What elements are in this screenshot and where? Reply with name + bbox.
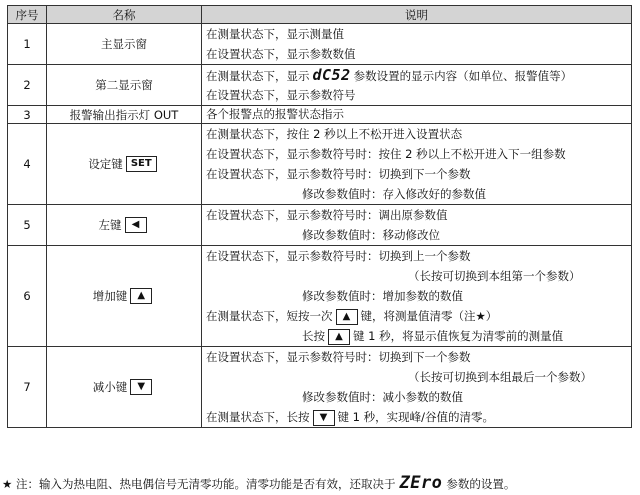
item-description [202, 106, 632, 124]
item-name [47, 205, 202, 246]
up-key-icon: ▲ [328, 329, 350, 345]
desc-text: 在测量状态下，显示 [206, 69, 310, 83]
item-description [202, 205, 632, 246]
item-description [202, 347, 632, 428]
key-description-table [7, 5, 632, 428]
desc-line: 修改参数值时：存入修改好的参数值 [302, 187, 486, 201]
row-number: 6 [8, 246, 47, 347]
item-description [202, 124, 632, 205]
table-row [8, 106, 632, 124]
desc-text: 在测量状态下，短按一次 [206, 309, 333, 323]
desc-line: 在设置状态下，显示参数符号时：按住 2 秒以上不松开进入下一组参数 [206, 147, 566, 161]
footnote [2, 473, 515, 493]
table-header-row [8, 6, 632, 24]
down-key-icon: ▼ [313, 410, 335, 426]
item-name: 报警输出指示灯 OUT [47, 106, 202, 124]
desc-text: 参数设置的显示内容（如单位、报警值等） [353, 69, 573, 83]
down-key-icon: ▼ [130, 379, 152, 395]
row-number: 2 [8, 65, 47, 106]
desc-line [206, 326, 631, 346]
item-name: 第二显示窗 [47, 65, 202, 106]
desc-text: 长按 [302, 329, 325, 343]
desc-text: 键 1 秒，实现峰/谷值的清零。 [337, 410, 495, 424]
desc-line [206, 306, 631, 326]
footnote-text: ★ 注：输入为热电阻、热电偶信号无清零功能。清零功能是否有效，还取决于 [2, 477, 396, 491]
desc-text: 键 1 秒，将显示值恢复为清零前的测量值 [353, 329, 564, 343]
row-number: 1 [8, 24, 47, 65]
desc-line: 在设置状态下，显示参数符号 [206, 88, 356, 102]
table-row [8, 347, 632, 428]
desc-line: 在测量状态下，显示测量值 [206, 27, 344, 41]
desc-text: 在测量状态下，长按 [206, 410, 310, 424]
desc-text: 键，将测量值清零（注★） [360, 309, 498, 323]
desc-line: 在设置状态下，显示参数符号时：调出原参数值 [206, 208, 448, 222]
left-key-icon: ◀ [125, 217, 147, 233]
desc-line: 在设置状态下，显示参数符号时：切换到上一个参数 [206, 249, 471, 263]
header-name: 名称 [47, 6, 202, 24]
desc-line: 在设置状态下，显示参数符号时：切换到下一个参数 [206, 350, 471, 364]
item-name [47, 124, 202, 205]
table-row [8, 24, 632, 65]
desc-line [206, 65, 631, 85]
desc-line [206, 407, 631, 427]
desc-line: 修改参数值时：减小参数的数值 [302, 390, 463, 404]
desc-line: 在设置状态下，显示参数符号时：切换到下一个参数 [206, 167, 471, 181]
desc-line: 修改参数值时：移动修改位 [302, 228, 440, 242]
item-description [202, 24, 632, 65]
item-name [47, 347, 202, 428]
param-code-zero: ZEro [399, 473, 443, 493]
up-key-icon: ▲ [130, 288, 152, 304]
item-name-text: 设定键 [88, 156, 123, 171]
set-key-icon: SET [126, 156, 157, 172]
row-number: 3 [8, 106, 47, 124]
header-desc: 说明 [202, 6, 632, 24]
param-code-dc52: dC52 [312, 66, 351, 84]
table-row [8, 205, 632, 246]
desc-line: （长按可切换到本组最后一个参数） [408, 370, 592, 384]
item-name-text: 增加键 [92, 288, 128, 303]
desc-line: 各个报警点的报警状态指示 [206, 107, 344, 121]
item-name-text: 减小键 [92, 379, 128, 394]
desc-line: 在测量状态下，按住 2 秒以上不松开进入设置状态 [206, 127, 463, 141]
row-number: 4 [8, 124, 47, 205]
desc-line: 在设置状态下，显示参数数值 [206, 47, 356, 61]
table-row [8, 246, 632, 347]
desc-line: 修改参数值时：增加参数的数值 [302, 289, 463, 303]
row-number: 7 [8, 347, 47, 428]
item-name: 主显示窗 [47, 24, 202, 65]
desc-line: （长按可切换到本组第一个参数） [408, 269, 581, 283]
up-key-icon: ▲ [336, 309, 358, 325]
item-description [202, 246, 632, 347]
item-name-text: 左键 [98, 217, 122, 232]
item-name [47, 246, 202, 347]
header-no: 序号 [8, 6, 47, 24]
table-row [8, 65, 632, 106]
row-number: 5 [8, 205, 47, 246]
footnote-text: 参数的设置。 [446, 477, 516, 491]
item-description [202, 65, 632, 106]
table-row [8, 124, 632, 205]
